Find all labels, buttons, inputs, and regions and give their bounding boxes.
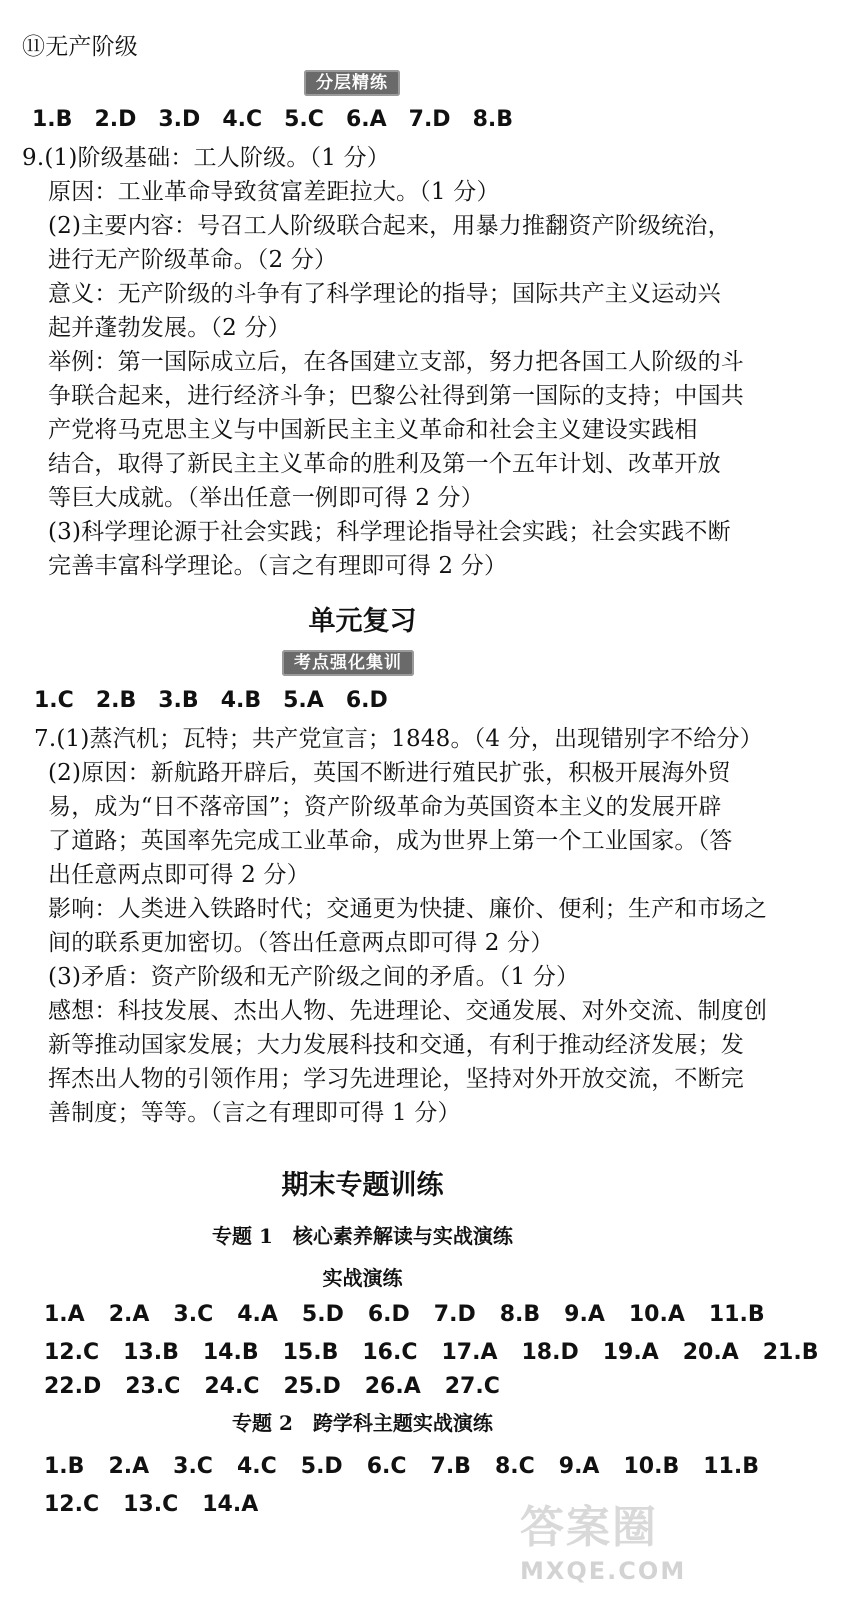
answer: 1.B <box>32 107 73 132</box>
text-line: 新等推动国家发展；大力发展科技和交通，有利于推动经济发展；发 <box>48 1032 744 1058</box>
answer: 2.A <box>108 1454 150 1479</box>
text-line: 争联合起来，进行经济斗争；巴黎公社得到第一国际的支持；中国共 <box>48 383 744 409</box>
answer: 20.A <box>682 1340 739 1365</box>
answer: 3.C <box>173 1454 213 1479</box>
topic-2-title: 专题 2 跨学科主题实战演练 <box>232 1411 493 1435</box>
final-topic-training-title: 期末专题训练 <box>281 1170 444 1201</box>
answer: 21.B <box>762 1340 819 1365</box>
text-line: 进行无产阶级革命。（2 分） <box>48 247 338 273</box>
answer: 2.D <box>94 107 137 132</box>
answer: 6.D <box>367 1302 410 1327</box>
answer: 10.A <box>628 1302 685 1327</box>
answer: 7.B <box>430 1454 471 1479</box>
answer: 27.C <box>444 1374 500 1399</box>
text-line: 起并蓬勃发展。（2 分） <box>48 315 291 341</box>
answer: 9.A <box>564 1302 605 1327</box>
answer: 1.A <box>44 1302 85 1327</box>
answer: 4.B <box>220 688 262 713</box>
answer-row-c3 <box>44 1370 524 1404</box>
answer: 8.C <box>494 1454 535 1479</box>
answer: 1.C <box>34 688 74 713</box>
text-line: 意义：无产阶级的斗争有了科学理论的指导；国际共产主义运动兴 <box>48 281 721 307</box>
watermark-logo <box>520 1500 715 1595</box>
answer: 7.D <box>408 107 451 132</box>
text-line: 完善丰富科学理论。（言之有理即可得 2 分） <box>48 553 508 579</box>
text-line: 举例：第一国际成立后，在各国建立支部，努力把各国工人阶级的斗 <box>48 349 744 375</box>
text-line: (2)主要内容：号召工人阶级联合起来，用暴力推翻资产阶级统治， <box>48 213 731 239</box>
answer: 1.B <box>44 1454 85 1479</box>
answer-row-a <box>32 103 535 137</box>
answer-row-d1 <box>44 1450 783 1484</box>
text-line: 间的联系更加密切。（答出任意两点即可得 2 分） <box>48 930 554 956</box>
text-line: 7.(1)蒸汽机；瓦特；共产党宣言；1848。（4 分，出现错别字不给分） <box>34 726 763 752</box>
text-line: 感想：科技发展、杰出人物、先进理论、交通发展、对外交流、制度创 <box>48 998 768 1024</box>
answer-row-d2 <box>44 1488 282 1522</box>
text-line: 了道路；英国率先完成工业革命，成为世界上第一个工业国家。（答 <box>48 828 733 854</box>
answer: 6.C <box>366 1454 407 1479</box>
text-line: 结合，取得了新民主主义革命的胜利及第一个五年计划、改革开放 <box>48 451 721 477</box>
watermark-url-text: MXQE.COM <box>520 1557 687 1585</box>
answer: 2.A <box>108 1302 150 1327</box>
answer-row-c1 <box>44 1298 789 1332</box>
answer: 14.A <box>202 1492 259 1517</box>
answer: 25.D <box>283 1374 341 1399</box>
answer: 10.B <box>623 1454 680 1479</box>
answer: 15.B <box>282 1340 339 1365</box>
answer: 6.A <box>345 107 387 132</box>
text-line: 影响：人类进入铁路时代；交通更为快捷、廉价、便利；生产和市场之 <box>48 896 768 922</box>
answer: 2.B <box>95 688 137 713</box>
answer: 16.C <box>362 1340 418 1365</box>
topic-1-subtitle: 实战演练 <box>322 1266 403 1290</box>
answer: 8.B <box>472 107 514 132</box>
section-tag-key-points: 考点强化集训 <box>282 650 414 676</box>
answer: 5.D <box>300 1454 343 1479</box>
answer: 23.C <box>125 1374 181 1399</box>
answer: 12.C <box>44 1492 100 1517</box>
answer: 7.D <box>433 1302 476 1327</box>
answer: 22.D <box>44 1374 102 1399</box>
answer: 3.B <box>158 688 199 713</box>
answer: 4.C <box>222 107 263 132</box>
text-line: (3)矛盾：资产阶级和无产阶级之间的矛盾。（1 分） <box>48 964 580 990</box>
answer: 13.B <box>123 1340 179 1365</box>
answer: 11.B <box>703 1454 759 1479</box>
answer: 11.B <box>708 1302 765 1327</box>
answer: 4.C <box>236 1454 277 1479</box>
text-line: 善制度；等等。（言之有理即可得 1 分） <box>48 1100 461 1126</box>
answer: 9.A <box>558 1454 600 1479</box>
text-line: 9.(1)阶级基础：工人阶级。（1 分） <box>22 145 390 171</box>
text-line: 易，成为“日不落帝国”；资产阶级革命为英国资本主义的发展开辟 <box>48 794 722 820</box>
answer: 19.A <box>602 1340 659 1365</box>
watermark-top-text: 答案圈 <box>520 1502 658 1553</box>
answer-row-b <box>34 684 410 718</box>
answer: 12.C <box>44 1340 100 1365</box>
text-line: (2)原因：新航路开辟后，英国不断进行殖民扩张，积极开展海外贸 <box>48 760 731 786</box>
answer: 3.C <box>173 1302 214 1327</box>
section-tag-layered-practice: 分层精练 <box>304 70 400 96</box>
answer: 17.A <box>441 1340 498 1365</box>
answer: 5.D <box>301 1302 344 1327</box>
text-line: 等巨大成就。（举出任意一例即可得 2 分） <box>48 485 484 511</box>
text-line: 挥杰出人物的引领作用；学习先进理论，坚持对外开放交流，不断完 <box>48 1066 744 1092</box>
answer: 18.D <box>521 1340 579 1365</box>
answer: 5.C <box>284 107 324 132</box>
answer-row-c2 <box>44 1336 842 1370</box>
answer: 24.C <box>204 1374 260 1399</box>
top-line: ⑪无产阶级 <box>22 34 138 60</box>
answer: 4.A <box>237 1302 278 1327</box>
answer: 14.B <box>202 1340 259 1365</box>
unit-review-title: 单元复习 <box>308 606 417 637</box>
text-line: 产党将马克思主义与中国新民主主义革命和社会主义建设实践相 <box>48 417 698 443</box>
answer: 3.D <box>158 107 201 132</box>
answer: 5.A <box>283 688 324 713</box>
text-line: (3)科学理论源于社会实践；科学理论指导社会实践；社会实践不断 <box>48 519 731 545</box>
answer: 26.A <box>364 1374 421 1399</box>
text-line: 出任意两点即可得 2 分） <box>48 862 310 888</box>
text-line: 原因：工业革命导致贫富差距拉大。（1 分） <box>48 179 500 205</box>
topic-1-title: 专题 1 核心素养解读与实战演练 <box>212 1224 513 1248</box>
answer: 6.D <box>345 688 388 713</box>
answer: 13.C <box>123 1492 179 1517</box>
answer: 8.B <box>499 1302 541 1327</box>
